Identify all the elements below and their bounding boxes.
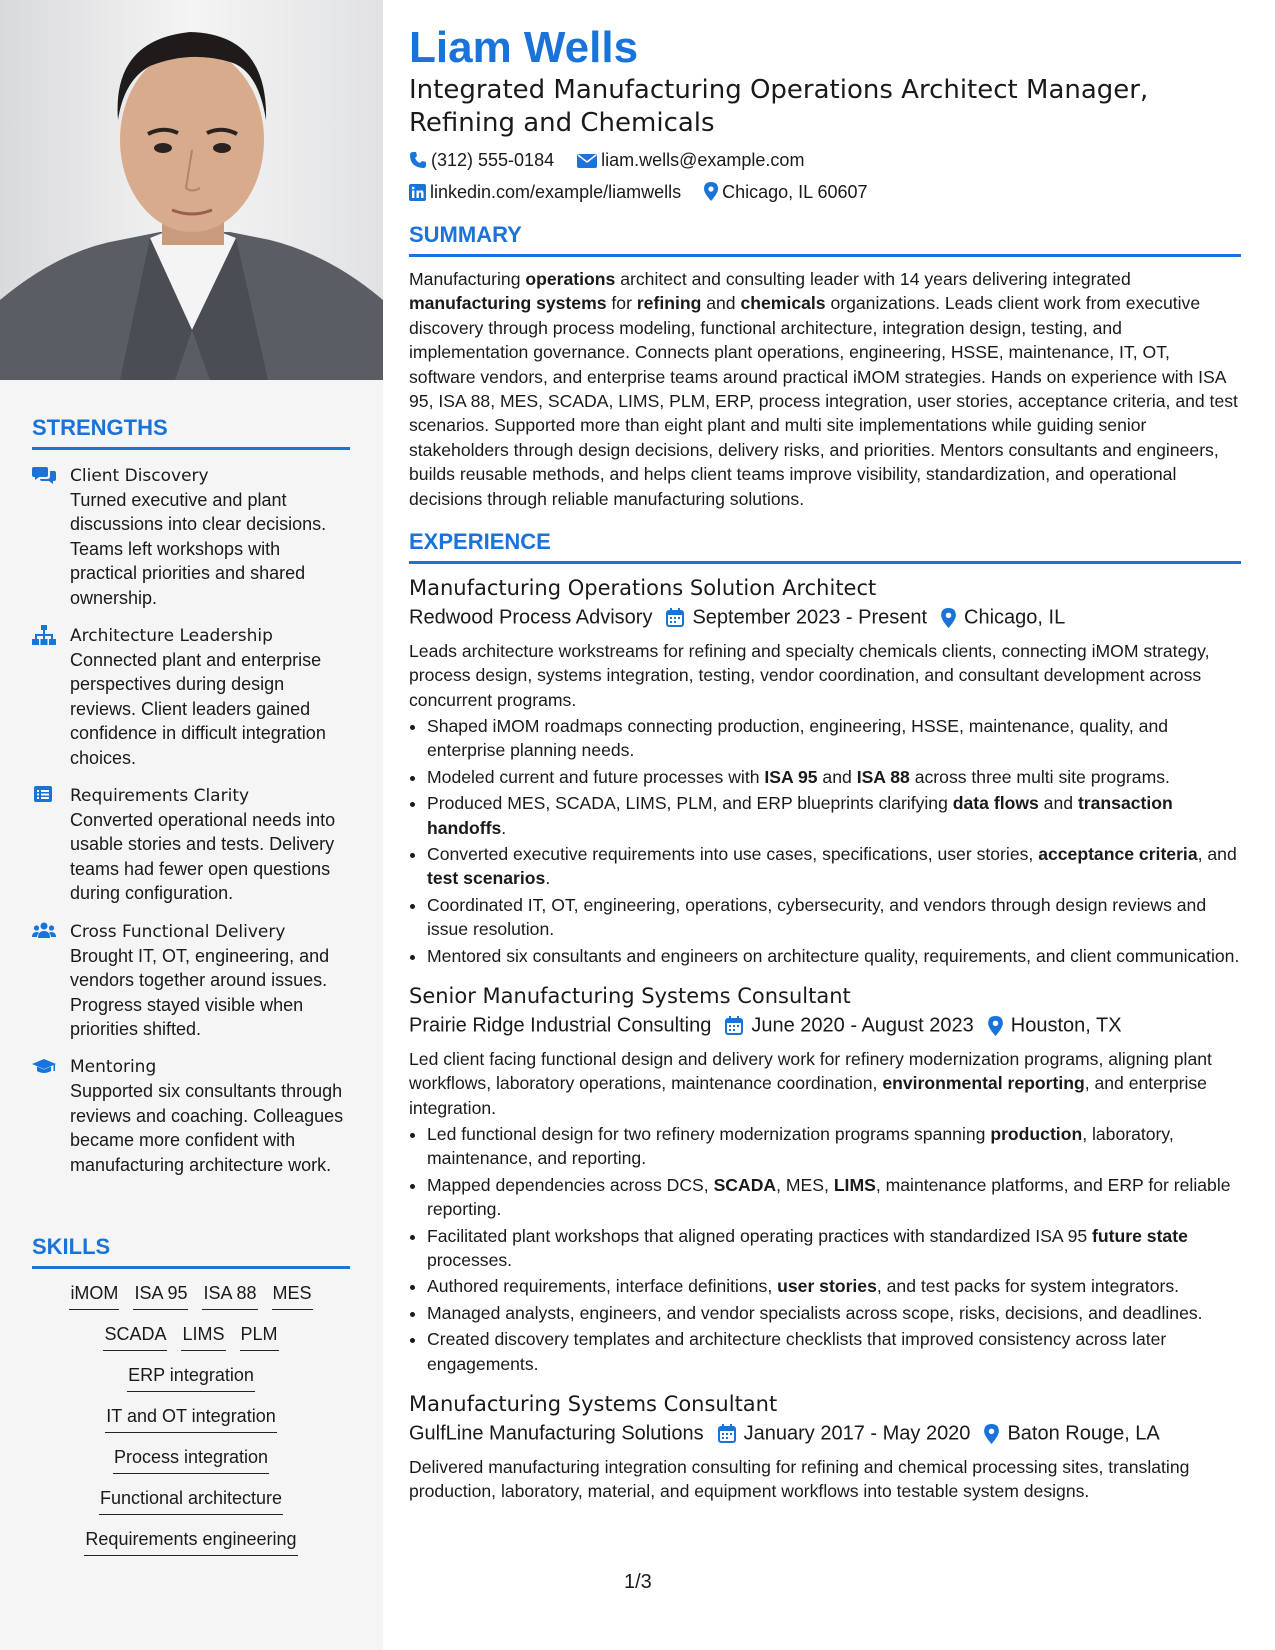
email-text: liam.wells@example.com xyxy=(601,150,805,170)
job-dates: September 2023 - Present xyxy=(692,606,928,629)
skill-tag: LIMS xyxy=(181,1320,225,1351)
skill-tag: SCADA xyxy=(103,1320,167,1351)
map-marker-icon xyxy=(704,182,718,201)
job-company: GulfLine Manufacturing Solutions xyxy=(409,1422,704,1445)
job-bullet: • Shaped iMOM roadmaps connecting production, engineering, HSSE, maintenance, quality, and enterprise planning needs. xyxy=(427,714,1241,763)
job-bullet: • Created discovery templates and architecture checklists that improved consistency across later engagements. xyxy=(427,1327,1241,1376)
profile-photo xyxy=(0,0,383,380)
linkedin-icon xyxy=(409,184,426,201)
graduation-cap-icon xyxy=(32,1056,56,1076)
experience-section xyxy=(409,529,1241,1504)
sidebar xyxy=(0,0,383,1650)
strength-desc: Brought IT, OT, engineering, and vendors together around issues. Progress stayed visible when priorities shifted. xyxy=(70,945,330,1039)
job-headline: Integrated Manufacturing Operations Architect Manager, Refining and Chemicals xyxy=(409,75,1149,138)
strength-item xyxy=(32,1055,350,1177)
comments-icon xyxy=(32,465,56,485)
job-bullet: • Facilitated plant workshops that aligned operating practices with standardized ISA 95 future state processes. xyxy=(427,1224,1241,1273)
location-text: Chicago, IL 60607 xyxy=(722,182,868,202)
skill-tag: Functional architecture xyxy=(99,1484,283,1515)
strengths-heading: STRENGTHS xyxy=(32,415,168,440)
strength-item xyxy=(32,624,350,770)
job-bullet: • Mentored six consultants and engineers on architecture quality, requirements, and client communication. xyxy=(427,944,1241,968)
contact-email[interactable] xyxy=(577,144,804,176)
strength-desc: Supported six consultants through reviews and coaching. Colleagues became more confident with manufacturing architecture work. xyxy=(70,1081,344,1175)
summary-section xyxy=(409,222,1241,511)
experience-heading: EXPERIENCE xyxy=(409,529,551,555)
contact-info xyxy=(409,144,1241,208)
skill-tag: ISA 88 xyxy=(202,1279,257,1310)
section-rule xyxy=(32,447,350,450)
users-icon xyxy=(32,921,56,941)
map-marker-icon xyxy=(941,608,956,628)
job-dates: January 2017 - May 2020 xyxy=(743,1422,971,1445)
contact-linkedin[interactable] xyxy=(409,176,681,208)
strength-desc: Connected plant and enterprise perspectives during design reviews. Client leaders gained confidence in difficult integration choices. xyxy=(70,650,326,768)
strength-title: Mentoring xyxy=(70,1057,157,1078)
skill-tag: IT and OT integration xyxy=(105,1402,276,1433)
job-title: Manufacturing Operations Solution Architect xyxy=(409,576,877,601)
section-rule xyxy=(409,254,1241,257)
linkedin-text: linkedin.com/example/liamwells xyxy=(430,182,682,202)
sitemap-icon xyxy=(32,625,56,645)
job-title: Senior Manufacturing Systems Consultant xyxy=(409,984,851,1009)
job-bullet: • Authored requirements, interface definitions, user stories, and test packs for system integrators. xyxy=(427,1274,1241,1298)
skills-row xyxy=(32,1279,350,1310)
job-entry xyxy=(409,1390,1241,1504)
job-company: Prairie Ridge Industrial Consulting xyxy=(409,1014,712,1037)
skills-heading: SKILLS xyxy=(32,1234,111,1259)
calendar-icon xyxy=(666,608,684,627)
job-entry xyxy=(409,982,1241,1376)
skills-section xyxy=(32,1234,350,1556)
job-list xyxy=(409,574,1241,1504)
job-bullet: • Managed analysts, engineers, and vendor specialists across scope, risks, decisions, and deadlines. xyxy=(427,1301,1241,1325)
summary-text: Manufacturing operations architect and consulting leader with 14 years delivering integrated manufacturing systems for refining and chemicals organizations. Leads client work from executive discovery through process modeling, functional architecture, integration design, testing, and implementation governance. Connects plant operations, engineering, HSSE, maintenance, IT, OT, software vendors, and enterprise teams around practical iMOM strategies. Hands on experience with ISA 95, ISA 88, MES, SCADA, LIMS, PLM, ERP, process integration, user stories, acceptance criteria, and test scenarios. Supported more than eight plant and multi site implementations while guiding senior stakeholders through design decisions, delivery risks, and priorities. Mentors consultants and engineers, builds reusable methods, and helps client teams improve visibility, standardization, and operational decisions through reliable manufacturing solutions. xyxy=(409,269,1238,509)
strength-title: Requirements Clarity xyxy=(70,786,250,807)
job-bullet: • Mapped dependencies across DCS, SCADA, MES, LIMS, maintenance platforms, and ERP for reliable reporting. xyxy=(427,1173,1241,1222)
strength-item xyxy=(32,464,350,610)
contact-location xyxy=(704,176,867,208)
skill-tag: ERP integration xyxy=(127,1361,255,1392)
job-company: Redwood Process Advisory xyxy=(409,606,653,629)
job-location: Houston, TX xyxy=(1010,1014,1122,1037)
skills-row xyxy=(32,1484,350,1515)
job-location: Baton Rouge, LA xyxy=(1007,1422,1160,1445)
skills-row xyxy=(32,1361,350,1392)
job-meta xyxy=(409,1010,1241,1041)
job-bullet: • Converted executive requirements into use cases, specifications, user stories, acceptance criteria, and test scenarios. xyxy=(427,842,1241,891)
phone-text: (312) 555-0184 xyxy=(431,150,555,170)
job-bullet: • Coordinated IT, OT, engineering, operations, cybersecurity, and vendors through design reviews and issue resolution. xyxy=(427,893,1241,942)
job-entry xyxy=(409,574,1241,968)
skill-tag: Process integration xyxy=(113,1443,269,1474)
section-rule xyxy=(409,561,1241,564)
strength-title: Client Discovery xyxy=(70,466,209,486)
job-description: Delivered manufacturing integration consulting for refining and chemical processing sites, translating production, laboratory, material, and equipment workflows into testable system designs. xyxy=(409,1456,1190,1502)
strength-desc: Turned executive and plant discussions into clear decisions. Teams left workshops with practical priorities and shared ownership. xyxy=(70,490,327,608)
job-description: Led client facing functional design and delivery work for refinery modernization programs, aligning plant workflows, laboratory operations, maintenance coordination, environmental reporting, and enterprise integration. xyxy=(409,1048,1212,1118)
envelope-icon xyxy=(577,153,597,169)
map-marker-icon xyxy=(988,1016,1003,1036)
job-title: Manufacturing Systems Consultant xyxy=(409,1392,778,1417)
skill-tag: MES xyxy=(272,1279,313,1310)
strengths-section xyxy=(32,415,350,1177)
skills-row xyxy=(32,1525,350,1556)
phone-icon xyxy=(409,151,427,169)
section-rule xyxy=(32,1266,350,1269)
strength-item xyxy=(32,784,350,906)
strength-title: Cross Functional Delivery xyxy=(70,921,286,942)
job-bullet: • Modeled current and future processes with ISA 95 and ISA 88 across three multi site programs. xyxy=(427,765,1241,789)
list-icon xyxy=(32,785,56,805)
skill-tag: Requirements engineering xyxy=(84,1525,297,1556)
job-meta xyxy=(409,1418,1241,1449)
strength-desc: Converted operational needs into usable stories and tests. Delivery teams had fewer open questions during configuration. xyxy=(70,810,336,904)
skills-list xyxy=(32,1279,350,1556)
strength-title: Architecture Leadership xyxy=(70,626,273,647)
summary-heading: SUMMARY xyxy=(409,222,522,247)
strength-item xyxy=(32,920,350,1042)
job-bullets xyxy=(409,1122,1241,1376)
job-description: Leads architecture workstreams for refining and specialty chemicals clients, connecting iMOM strategy, process design, systems integration, testing, vendor coordination, and consultant development across concurrent programs. xyxy=(409,640,1210,710)
skills-row xyxy=(32,1402,350,1433)
skill-tag: iMOM xyxy=(69,1279,119,1310)
skills-row xyxy=(32,1443,350,1474)
map-marker-icon xyxy=(984,1424,999,1444)
contact-phone[interactable] xyxy=(409,144,554,176)
page-number: 1/3 xyxy=(624,1571,652,1593)
skill-tag: ISA 95 xyxy=(133,1279,188,1310)
skills-row xyxy=(32,1320,350,1351)
job-meta xyxy=(409,602,1241,633)
main-content xyxy=(409,22,1241,1504)
calendar-icon xyxy=(718,1424,736,1443)
calendar-icon xyxy=(725,1016,743,1035)
person-name: Liam Wells xyxy=(409,23,639,72)
job-bullet: • Led functional design for two refinery modernization programs spanning production, laboratory, maintenance, and reporting. xyxy=(427,1122,1241,1171)
skill-tag: PLM xyxy=(240,1320,279,1351)
job-location: Chicago, IL xyxy=(964,606,1066,629)
job-bullets xyxy=(409,714,1241,968)
job-bullet: • Produced MES, SCADA, LIMS, PLM, and ERP blueprints clarifying data flows and transaction handoffs. xyxy=(427,791,1241,840)
job-dates: June 2020 - August 2023 xyxy=(751,1014,974,1037)
